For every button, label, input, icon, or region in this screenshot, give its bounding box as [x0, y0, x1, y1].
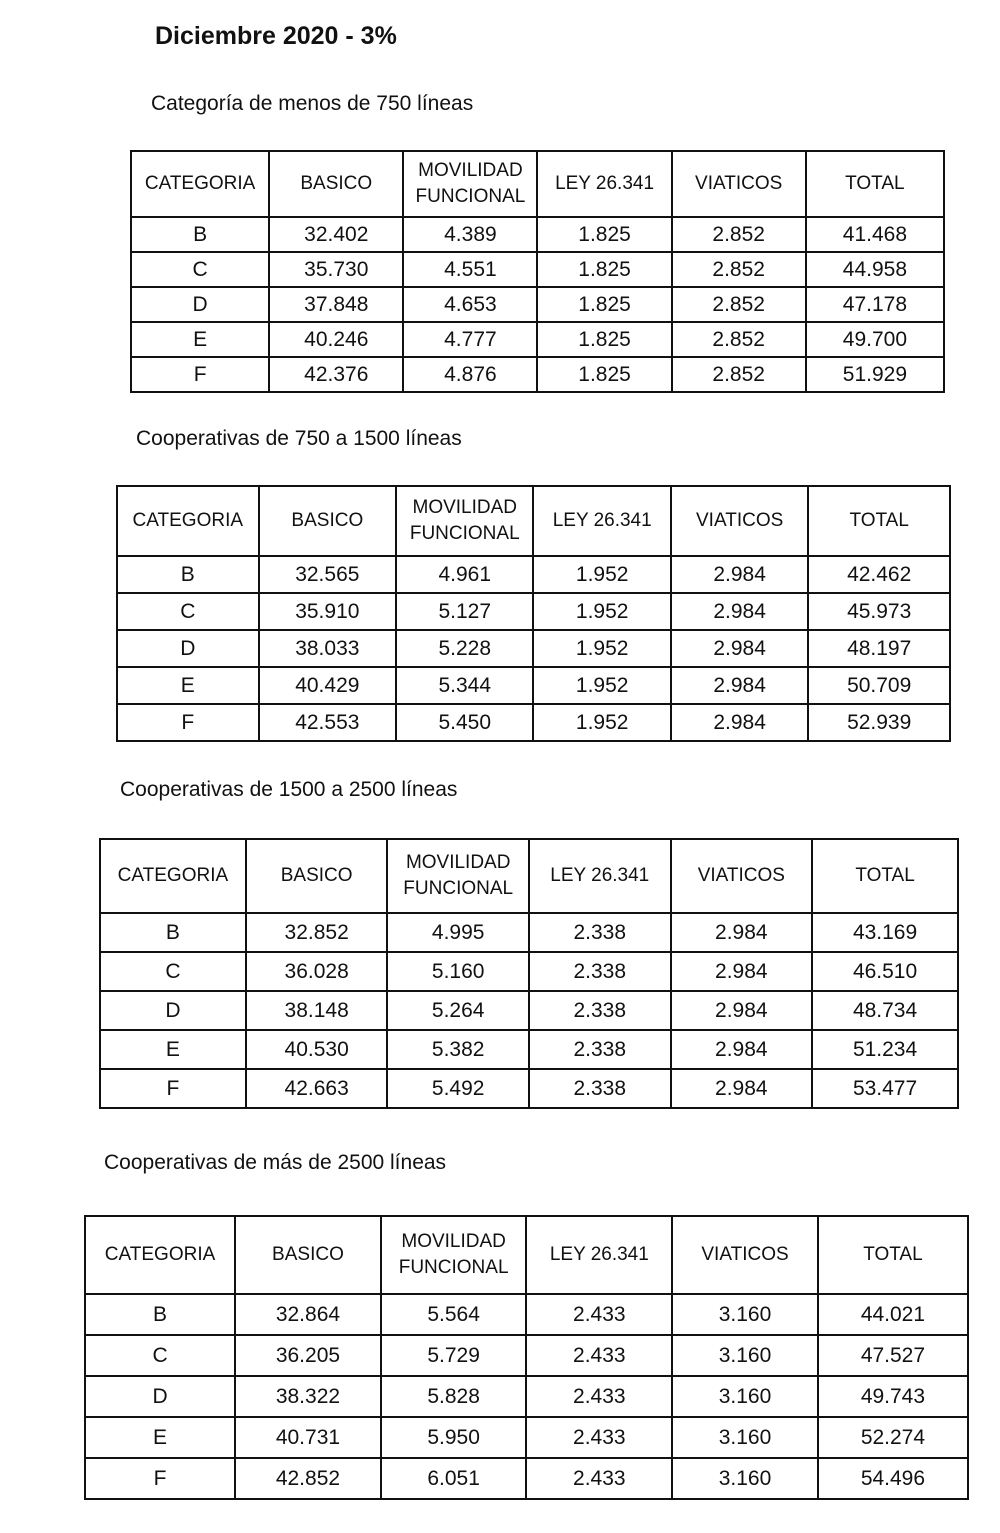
table-row	[85, 1458, 968, 1499]
cell-basico: 42.663	[246, 1069, 388, 1108]
cell-categoria: E	[100, 1030, 246, 1069]
cell-basico: 40.731	[235, 1417, 381, 1458]
cell-categoria: D	[100, 991, 246, 1030]
rates-table	[84, 1215, 969, 1500]
column-header-ley: LEY 26.341	[537, 151, 671, 217]
cell-movilidad: 4.777	[403, 322, 537, 357]
cell-ley: 1.952	[533, 667, 670, 704]
table-row	[117, 667, 950, 704]
cell-basico: 32.565	[259, 556, 396, 593]
cell-viaticos: 3.160	[672, 1294, 818, 1335]
table-header-row	[100, 839, 958, 913]
cell-categoria: B	[131, 217, 269, 252]
cell-viaticos: 2.852	[672, 252, 806, 287]
table-row	[100, 1030, 958, 1069]
cell-total: 52.274	[818, 1417, 968, 1458]
column-header-ley: LEY 26.341	[529, 839, 671, 913]
cell-ley: 2.433	[526, 1335, 672, 1376]
cell-ley: 2.338	[529, 952, 671, 991]
cell-categoria: D	[117, 630, 259, 667]
column-header-movilidad: MOVILIDAD FUNCIONAL	[387, 839, 529, 913]
rates-table	[130, 150, 945, 393]
cell-movilidad: 4.653	[403, 287, 537, 322]
cell-movilidad: 4.995	[387, 913, 529, 952]
cell-total: 43.169	[812, 913, 958, 952]
cell-movilidad: 4.961	[396, 556, 533, 593]
table-row	[131, 322, 944, 357]
cell-ley: 2.433	[526, 1417, 672, 1458]
cell-categoria: C	[100, 952, 246, 991]
cell-total: 49.700	[806, 322, 944, 357]
cell-viaticos: 2.984	[671, 630, 808, 667]
column-header-viaticos: VIATICOS	[672, 1216, 818, 1294]
cell-ley: 1.825	[537, 217, 671, 252]
cell-categoria: C	[85, 1335, 235, 1376]
table-row	[131, 252, 944, 287]
column-header-ley: LEY 26.341	[526, 1216, 672, 1294]
cell-movilidad: 5.228	[396, 630, 533, 667]
cell-total: 49.743	[818, 1376, 968, 1417]
cell-basico: 42.376	[269, 357, 403, 392]
cell-ley: 2.433	[526, 1376, 672, 1417]
cell-categoria: D	[85, 1376, 235, 1417]
cell-categoria: B	[100, 913, 246, 952]
column-header-total: TOTAL	[812, 839, 958, 913]
cell-movilidad: 5.344	[396, 667, 533, 704]
cell-ley: 2.338	[529, 1069, 671, 1108]
cell-total: 45.973	[808, 593, 950, 630]
cell-viaticos: 3.160	[672, 1335, 818, 1376]
cell-movilidad: 4.389	[403, 217, 537, 252]
cell-ley: 1.825	[537, 252, 671, 287]
cell-movilidad: 4.551	[403, 252, 537, 287]
cell-categoria: F	[85, 1458, 235, 1499]
cell-movilidad: 5.382	[387, 1030, 529, 1069]
cell-total: 46.510	[812, 952, 958, 991]
cell-categoria: F	[100, 1069, 246, 1108]
cell-ley: 1.952	[533, 556, 670, 593]
cell-ley: 2.338	[529, 1030, 671, 1069]
cell-basico: 35.910	[259, 593, 396, 630]
column-header-basico: BASICO	[259, 486, 396, 556]
table-header-row	[85, 1216, 968, 1294]
cell-viaticos: 2.984	[671, 1030, 813, 1069]
cell-categoria: B	[117, 556, 259, 593]
cell-total: 50.709	[808, 667, 950, 704]
column-header-movilidad: MOVILIDAD FUNCIONAL	[396, 486, 533, 556]
page-title: Diciembre 2020 - 3%	[155, 22, 397, 50]
column-header-basico: BASICO	[235, 1216, 381, 1294]
table-row	[131, 357, 944, 392]
cell-basico: 36.028	[246, 952, 388, 991]
table-row	[85, 1376, 968, 1417]
cell-total: 42.462	[808, 556, 950, 593]
cell-viaticos: 2.984	[671, 1069, 813, 1108]
cell-ley: 1.952	[533, 630, 670, 667]
cell-categoria: D	[131, 287, 269, 322]
table-row	[100, 952, 958, 991]
cell-basico: 38.322	[235, 1376, 381, 1417]
cell-viaticos: 2.984	[671, 991, 813, 1030]
cell-movilidad: 5.127	[396, 593, 533, 630]
cell-categoria: F	[131, 357, 269, 392]
cell-viaticos: 2.984	[671, 913, 813, 952]
cell-total: 41.468	[806, 217, 944, 252]
table-row	[117, 704, 950, 741]
cell-movilidad: 5.564	[381, 1294, 527, 1335]
cell-ley: 2.338	[529, 913, 671, 952]
table-row	[117, 630, 950, 667]
column-header-ley: LEY 26.341	[533, 486, 670, 556]
rates-table	[99, 838, 959, 1109]
cell-ley: 2.433	[526, 1294, 672, 1335]
cell-viaticos: 2.852	[672, 217, 806, 252]
cell-categoria: C	[131, 252, 269, 287]
cell-movilidad: 6.051	[381, 1458, 527, 1499]
cell-categoria: E	[117, 667, 259, 704]
cell-categoria: E	[85, 1417, 235, 1458]
cell-movilidad: 5.828	[381, 1376, 527, 1417]
cell-viaticos: 3.160	[672, 1417, 818, 1458]
cell-movilidad: 5.950	[381, 1417, 527, 1458]
cell-viaticos: 2.984	[671, 704, 808, 741]
table-header-row	[131, 151, 944, 217]
cell-basico: 37.848	[269, 287, 403, 322]
column-header-viaticos: VIATICOS	[671, 486, 808, 556]
cell-movilidad: 5.450	[396, 704, 533, 741]
cell-viaticos: 2.852	[672, 287, 806, 322]
column-header-total: TOTAL	[806, 151, 944, 217]
table-row	[85, 1294, 968, 1335]
section-heading: Cooperativas de 1500 a 2500 líneas	[120, 778, 458, 801]
table-row	[117, 593, 950, 630]
cell-viaticos: 3.160	[672, 1376, 818, 1417]
cell-categoria: F	[117, 704, 259, 741]
column-header-categoria: CATEGORIA	[100, 839, 246, 913]
cell-movilidad: 5.729	[381, 1335, 527, 1376]
column-header-basico: BASICO	[269, 151, 403, 217]
table-row	[100, 991, 958, 1030]
cell-basico: 36.205	[235, 1335, 381, 1376]
cell-movilidad: 5.264	[387, 991, 529, 1030]
cell-ley: 1.825	[537, 322, 671, 357]
cell-basico: 40.246	[269, 322, 403, 357]
cell-categoria: C	[117, 593, 259, 630]
cell-viaticos: 2.852	[672, 322, 806, 357]
cell-movilidad: 5.160	[387, 952, 529, 991]
cell-total: 48.734	[812, 991, 958, 1030]
cell-viaticos: 2.852	[672, 357, 806, 392]
rates-table	[116, 485, 951, 742]
cell-viaticos: 3.160	[672, 1458, 818, 1499]
cell-ley: 1.825	[537, 287, 671, 322]
cell-ley: 2.433	[526, 1458, 672, 1499]
cell-ley: 1.952	[533, 704, 670, 741]
cell-basico: 42.852	[235, 1458, 381, 1499]
table-row	[85, 1417, 968, 1458]
cell-basico: 42.553	[259, 704, 396, 741]
table-row	[117, 556, 950, 593]
cell-ley: 1.952	[533, 593, 670, 630]
cell-basico: 32.852	[246, 913, 388, 952]
table-row	[100, 1069, 958, 1108]
cell-total: 53.477	[812, 1069, 958, 1108]
cell-ley: 1.825	[537, 357, 671, 392]
column-header-movilidad: MOVILIDAD FUNCIONAL	[403, 151, 537, 217]
cell-basico: 32.864	[235, 1294, 381, 1335]
table-row	[85, 1335, 968, 1376]
cell-movilidad: 5.492	[387, 1069, 529, 1108]
cell-total: 51.929	[806, 357, 944, 392]
cell-total: 44.021	[818, 1294, 968, 1335]
cell-viaticos: 2.984	[671, 667, 808, 704]
column-header-total: TOTAL	[818, 1216, 968, 1294]
section-heading: Cooperativas de más de 2500 líneas	[104, 1151, 447, 1174]
cell-total: 54.496	[818, 1458, 968, 1499]
column-header-movilidad: MOVILIDAD FUNCIONAL	[381, 1216, 527, 1294]
table-header-row	[117, 486, 950, 556]
cell-total: 47.527	[818, 1335, 968, 1376]
cell-movilidad: 4.876	[403, 357, 537, 392]
column-header-total: TOTAL	[808, 486, 950, 556]
cell-viaticos: 2.984	[671, 556, 808, 593]
column-header-basico: BASICO	[246, 839, 388, 913]
column-header-viaticos: VIATICOS	[671, 839, 813, 913]
cell-basico: 32.402	[269, 217, 403, 252]
cell-basico: 40.530	[246, 1030, 388, 1069]
cell-basico: 38.033	[259, 630, 396, 667]
cell-total: 47.178	[806, 287, 944, 322]
column-header-categoria: CATEGORIA	[85, 1216, 235, 1294]
cell-ley: 2.338	[529, 991, 671, 1030]
cell-categoria: B	[85, 1294, 235, 1335]
cell-viaticos: 2.984	[671, 593, 808, 630]
cell-basico: 40.429	[259, 667, 396, 704]
column-header-categoria: CATEGORIA	[131, 151, 269, 217]
table-row	[131, 217, 944, 252]
table-row	[131, 287, 944, 322]
cell-total: 52.939	[808, 704, 950, 741]
table-row	[100, 913, 958, 952]
column-header-viaticos: VIATICOS	[672, 151, 806, 217]
section-heading: Cooperativas de 750 a 1500 líneas	[136, 427, 462, 450]
cell-categoria: E	[131, 322, 269, 357]
column-header-categoria: CATEGORIA	[117, 486, 259, 556]
cell-total: 48.197	[808, 630, 950, 667]
cell-viaticos: 2.984	[671, 952, 813, 991]
cell-total: 44.958	[806, 252, 944, 287]
section-heading: Categoría de menos de 750 líneas	[151, 92, 474, 115]
cell-total: 51.234	[812, 1030, 958, 1069]
cell-basico: 35.730	[269, 252, 403, 287]
cell-basico: 38.148	[246, 991, 388, 1030]
